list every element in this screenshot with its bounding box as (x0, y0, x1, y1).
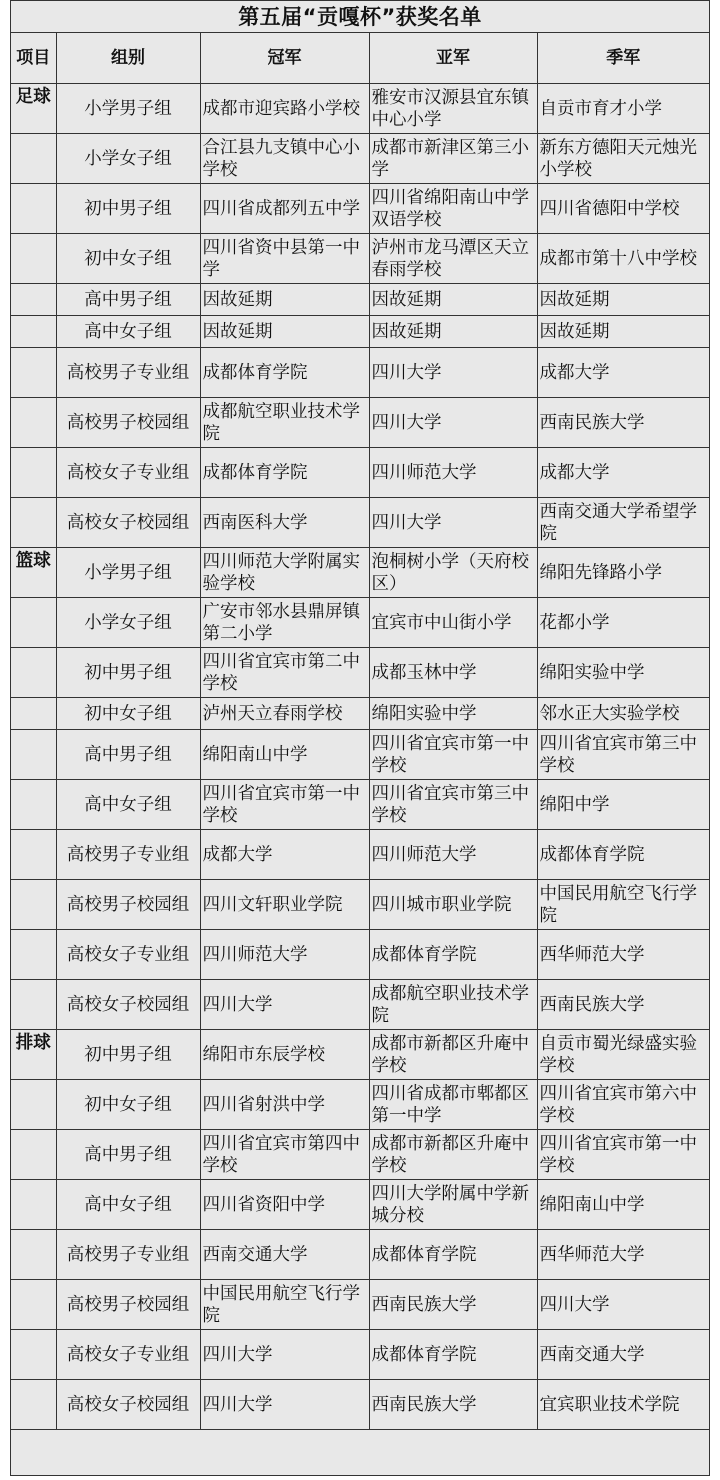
table-row (11, 1130, 709, 1180)
group-cell: 高中男子组 (56, 1130, 200, 1180)
sport-cell (11, 1130, 56, 1180)
sport-cell (11, 1180, 56, 1230)
runner-up-cell: 泸州市龙马潭区天立春雨学校 (369, 234, 537, 284)
runner-up-cell: 四川省宜宾市第一中学校 (369, 730, 537, 780)
group-cell: 小学女子组 (56, 598, 200, 648)
runner-up-cell: 成都航空职业技术学院 (369, 980, 537, 1030)
sport-cell (11, 448, 56, 498)
runner-up-cell: 四川大学附属中学新城分校 (369, 1180, 537, 1230)
group-cell: 初中男子组 (56, 1030, 200, 1080)
group-cell: 高中女子组 (56, 780, 200, 830)
champion-cell: 四川省资中县第一中学 (200, 234, 369, 284)
third-cell: 绵阳中学 (537, 780, 709, 830)
third-cell: 西华师范大学 (537, 1230, 709, 1280)
table-row (11, 830, 709, 880)
table-row (11, 880, 709, 930)
champion-cell: 成都航空职业技术学院 (200, 398, 369, 448)
runner-up-cell: 四川师范大学 (369, 448, 537, 498)
header-third: 季军 (537, 33, 709, 84)
group-cell: 初中女子组 (56, 1080, 200, 1130)
runner-up-cell: 成都市新津区第三小学 (369, 134, 537, 184)
sport-cell (11, 348, 56, 398)
group-cell: 高校女子校园组 (56, 498, 200, 548)
sport-cell (11, 648, 56, 698)
runner-up-cell: 四川省成都市郫都区第一中学 (369, 1080, 537, 1130)
table-row (11, 84, 709, 134)
runner-up-cell: 四川省绵阳南山中学双语学校 (369, 184, 537, 234)
third-cell: 四川省德阳中学校 (537, 184, 709, 234)
champion-cell: 四川大学 (200, 1380, 369, 1430)
third-cell: 因故延期 (537, 284, 709, 316)
champion-cell: 广安市邻水县鼎屏镇第二小学 (200, 598, 369, 648)
group-cell: 高中女子组 (56, 316, 200, 348)
runner-up-cell: 四川师范大学 (369, 830, 537, 880)
champion-cell: 四川省宜宾市第二中学校 (200, 648, 369, 698)
sport-cell (11, 980, 56, 1030)
table-row (11, 930, 709, 980)
table-row (11, 698, 709, 730)
table-row (11, 284, 709, 316)
table-row (11, 134, 709, 184)
header-runner-up: 亚军 (369, 33, 537, 84)
group-cell: 高校男子专业组 (56, 1230, 200, 1280)
table-row (11, 1030, 709, 1080)
champion-cell: 因故延期 (200, 284, 369, 316)
champion-cell: 四川省成都列五中学 (200, 184, 369, 234)
sport-cell (11, 1230, 56, 1280)
third-cell: 四川省宜宾市第三中学校 (537, 730, 709, 780)
third-cell: 西华师范大学 (537, 930, 709, 980)
champion-cell: 四川师范大学 (200, 930, 369, 980)
table-row (11, 1380, 709, 1430)
group-cell: 初中女子组 (56, 698, 200, 730)
group-cell: 高校男子专业组 (56, 830, 200, 880)
table-row (11, 1280, 709, 1330)
table-row (11, 980, 709, 1030)
award-list-sheet (10, 0, 710, 1476)
runner-up-cell: 四川省宜宾市第三中学校 (369, 780, 537, 830)
table-row (11, 1230, 709, 1280)
runner-up-cell: 雅安市汉源县宜东镇中心小学 (369, 84, 537, 134)
runner-up-cell: 成都体育学院 (369, 1230, 537, 1280)
runner-up-cell: 成都市新都区升庵中学校 (369, 1130, 537, 1180)
group-cell: 高中女子组 (56, 1180, 200, 1230)
sport-cell (11, 316, 56, 348)
champion-cell: 西南交通大学 (200, 1230, 369, 1280)
table-row (11, 548, 709, 598)
third-cell: 自贡市蜀光绿盛实验学校 (537, 1030, 709, 1080)
runner-up-cell: 泡桐树小学（天府校区） (369, 548, 537, 598)
third-cell: 新东方德阳天元烛光小学校 (537, 134, 709, 184)
runner-up-cell: 西南民族大学 (369, 1280, 537, 1330)
sport-cell (11, 398, 56, 448)
third-cell: 成都市第十八中学校 (537, 234, 709, 284)
champion-cell: 四川省宜宾市第四中学校 (200, 1130, 369, 1180)
runner-up-cell: 成都体育学院 (369, 930, 537, 980)
champion-cell: 四川文轩职业学院 (200, 880, 369, 930)
runner-up-cell: 因故延期 (369, 316, 537, 348)
champion-cell: 四川大学 (200, 980, 369, 1030)
third-cell: 成都大学 (537, 448, 709, 498)
group-cell: 小学男子组 (56, 548, 200, 598)
table-row (11, 1180, 709, 1230)
table-row (11, 780, 709, 830)
sport-cell (11, 184, 56, 234)
champion-cell: 成都大学 (200, 830, 369, 880)
sport-cell (11, 234, 56, 284)
runner-up-cell: 成都市新都区升庵中学校 (369, 1030, 537, 1080)
third-cell: 四川省宜宾市第一中学校 (537, 1130, 709, 1180)
table-row (11, 598, 709, 648)
champion-cell: 四川省射洪中学 (200, 1080, 369, 1130)
runner-up-cell: 成都体育学院 (369, 1330, 537, 1380)
champion-cell: 西南医科大学 (200, 498, 369, 548)
champion-cell: 绵阳南山中学 (200, 730, 369, 780)
table-row (11, 234, 709, 284)
champion-cell: 四川大学 (200, 1330, 369, 1380)
sport-cell (11, 698, 56, 730)
champion-cell: 成都体育学院 (200, 348, 369, 398)
group-cell: 高校男子校园组 (56, 880, 200, 930)
champion-cell: 绵阳市东辰学校 (200, 1030, 369, 1080)
award-table (11, 33, 709, 1430)
group-cell: 小学女子组 (56, 134, 200, 184)
third-cell: 因故延期 (537, 316, 709, 348)
page-title: 第五届“贡嘎杯”获奖名单 (11, 1, 709, 33)
table-row (11, 1330, 709, 1380)
table-row (11, 1080, 709, 1130)
third-cell: 成都大学 (537, 348, 709, 398)
table-row (11, 398, 709, 448)
champion-cell: 合江县九支镇中心小学校 (200, 134, 369, 184)
champion-cell: 四川师范大学附属实验学校 (200, 548, 369, 598)
runner-up-cell: 四川大学 (369, 498, 537, 548)
sport-cell (11, 498, 56, 548)
sport-cell (11, 284, 56, 316)
group-cell: 高校男子校园组 (56, 398, 200, 448)
group-cell: 高中男子组 (56, 284, 200, 316)
third-cell: 宜宾职业技术学院 (537, 1380, 709, 1430)
table-row (11, 498, 709, 548)
sport-cell (11, 730, 56, 780)
group-cell: 高校男子校园组 (56, 1280, 200, 1330)
third-cell: 绵阳先锋路小学 (537, 548, 709, 598)
table-row (11, 316, 709, 348)
third-cell: 西南民族大学 (537, 980, 709, 1030)
champion-cell: 成都市迎宾路小学校 (200, 84, 369, 134)
sport-cell (11, 1280, 56, 1330)
sport-cell (11, 780, 56, 830)
group-cell: 初中女子组 (56, 234, 200, 284)
third-cell: 中国民用航空飞行学院 (537, 880, 709, 930)
champion-cell: 泸州天立春雨学校 (200, 698, 369, 730)
third-cell: 西南交通大学 (537, 1330, 709, 1380)
third-cell: 花都小学 (537, 598, 709, 648)
header-sport: 项目 (11, 33, 56, 84)
runner-up-cell: 四川大学 (369, 398, 537, 448)
champion-cell: 四川省宜宾市第一中学校 (200, 780, 369, 830)
third-cell: 四川省宜宾市第六中学校 (537, 1080, 709, 1130)
champion-cell: 因故延期 (200, 316, 369, 348)
sport-cell: 篮球 (11, 548, 56, 598)
runner-up-cell: 四川城市职业学院 (369, 880, 537, 930)
sport-cell (11, 598, 56, 648)
third-cell: 西南交通大学希望学院 (537, 498, 709, 548)
sport-cell (11, 1080, 56, 1130)
group-cell: 高校女子专业组 (56, 1330, 200, 1380)
third-cell: 自贡市育才小学 (537, 84, 709, 134)
table-row (11, 730, 709, 780)
sport-cell (11, 1330, 56, 1380)
third-cell: 成都体育学院 (537, 830, 709, 880)
group-cell: 高校女子校园组 (56, 980, 200, 1030)
third-cell: 绵阳南山中学 (537, 1180, 709, 1230)
runner-up-cell: 宜宾市中山街小学 (369, 598, 537, 648)
group-cell: 高校男子专业组 (56, 348, 200, 398)
runner-up-cell: 西南民族大学 (369, 1380, 537, 1430)
header-group: 组别 (56, 33, 200, 84)
group-cell: 初中男子组 (56, 648, 200, 698)
third-cell: 西南民族大学 (537, 398, 709, 448)
sport-cell (11, 134, 56, 184)
group-cell: 高校女子专业组 (56, 930, 200, 980)
runner-up-cell: 因故延期 (369, 284, 537, 316)
champion-cell: 成都体育学院 (200, 448, 369, 498)
runner-up-cell: 绵阳实验中学 (369, 698, 537, 730)
table-body (11, 84, 709, 1430)
group-cell: 初中男子组 (56, 184, 200, 234)
header-champion: 冠军 (200, 33, 369, 84)
sport-cell (11, 930, 56, 980)
group-cell: 小学男子组 (56, 84, 200, 134)
champion-cell: 四川省资阳中学 (200, 1180, 369, 1230)
runner-up-cell: 成都玉林中学 (369, 648, 537, 698)
sport-cell (11, 880, 56, 930)
group-cell: 高中男子组 (56, 730, 200, 780)
sport-cell: 足球 (11, 84, 56, 134)
third-cell: 邻水正大实验学校 (537, 698, 709, 730)
sport-cell (11, 1380, 56, 1430)
table-row (11, 184, 709, 234)
third-cell: 四川大学 (537, 1280, 709, 1330)
table-row (11, 648, 709, 698)
table-row (11, 448, 709, 498)
runner-up-cell: 四川大学 (369, 348, 537, 398)
group-cell: 高校女子专业组 (56, 448, 200, 498)
sport-cell (11, 830, 56, 880)
table-header-row (11, 33, 709, 84)
table-row (11, 348, 709, 398)
group-cell: 高校女子校园组 (56, 1380, 200, 1430)
third-cell: 绵阳实验中学 (537, 648, 709, 698)
champion-cell: 中国民用航空飞行学院 (200, 1280, 369, 1330)
sport-cell: 排球 (11, 1030, 56, 1080)
